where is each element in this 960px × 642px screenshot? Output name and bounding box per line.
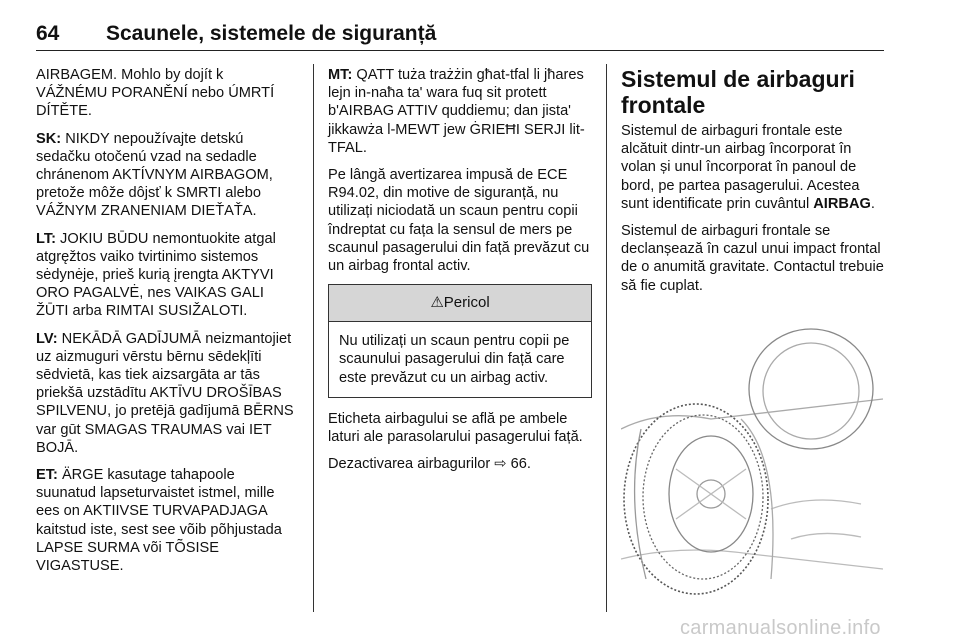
page-number: 64 xyxy=(36,22,60,45)
chapter-title: Scaunele, sistemele de siguranță xyxy=(106,22,437,45)
column-3 xyxy=(621,66,886,609)
paragraph: Pe lângă avertizarea impusă de ECE R94.02, din motive de siguranță, nu utilizați niciodată un scaun pentru copii îndreptat cu fața la sensul de mers pe scaunul pasagerului din față prevăzut cu un airbag frontal activ. xyxy=(328,167,590,275)
paragraph: Eticheta airbagului se află pe ambele laturi ale parasolarului pasagerului față. xyxy=(328,410,583,446)
page-reference-icon: ⇨ xyxy=(494,456,507,473)
paragraph-lt: LT: JOKIU BŪDU nemontuokite atgal atgręžtos vaiko tvirtinimo sistemos sėdynėje, prieš kurią įrengta AKTYVI ORO PAGALVĖ, nes VAIKAS GALI ŽŪTI arba RIMTAI SUSIŽALOTI. xyxy=(36,230,276,320)
page-header xyxy=(36,22,884,51)
danger-text: Nu utilizați un scaun pentru copii pe scaunului pasagerului din față care este prevăzut cu un airbag activ. xyxy=(339,333,570,386)
paragraph-et: ET: ÄRGE kasutage tahapoole suunatud lapseturvaistet istmel, mille ees on AKTIIVSE TURVAPADJAGA kaitstud iste, sest see võib põhjustada LAPSE SURMA või TÕSISE VIGASTUSE. xyxy=(36,467,282,575)
paragraph-sk: SK: NIKDY nepoužívajte detskú sedačku otočenú vzad na sedadle chránenom AKTÍVNYM AIRBAGOM, pretože môže dôjsť k SMRTI alebo VÁŽNYM ZRANENIAM DIEŤAŤA. xyxy=(36,130,273,220)
paragraph: Sistemul de airbaguri frontale este alcătuit dintr-un airbag încorporat în volan și unul încorporat în panoul de bord, pe partea pasagerului. Acestea sunt identificate prin cuvântul AIRBAG. xyxy=(621,123,875,212)
paragraph: AIRBAGEM. Mohlo by dojít k VÁŽNÉMU PORANĚNÍ nebo ÚMRTÍ DÍTĚTE. xyxy=(36,67,275,120)
frontal-airbag-illustration xyxy=(621,309,883,609)
watermark: carmanualsonline.info xyxy=(680,617,881,639)
cross-reference: Dezactivarea airbagurilor ⇨ 66. xyxy=(328,456,531,473)
paragraph-lv: LV: NEKĀDĀ GADĪJUMĀ neizmantojiet uz aizmuguri vērstu bērnu sēdekļīti sēdvietā, kas tiek aizsargāta ar tās priekšā uzstādītu AKTĪVU DROŠĪBAS SPILVENU, jo pretējā gadījumā BĒRNS var gūt SMAGAS TRAUMAS vai IET BOJĀ. xyxy=(36,330,294,456)
warning-triangle-icon: ⚠ xyxy=(430,294,444,312)
column-divider xyxy=(606,64,607,612)
danger-title: Pericol xyxy=(443,294,490,312)
column-2 xyxy=(328,66,592,482)
paragraph: Sistemul de airbaguri frontale se declanșează în cazul unui impact frontal de o anumită gravitate. Contactul trebuie să fie cuplat. xyxy=(621,223,884,294)
column-divider xyxy=(313,64,314,612)
danger-box-header xyxy=(329,285,591,322)
section-heading: Sistemul de airbaguri frontale xyxy=(621,66,855,118)
column-1 xyxy=(36,66,298,584)
danger-box xyxy=(328,284,592,398)
paragraph-mt: MT: QATT tuża trażżin għat-tfal li jħares lejn in-naħa ta' wara fuq sit protett b'AIRBAG ATTIV quddiemu; dan jista' jikkawża l-MEWT jew ĠRIEĦI SERJI lit-TFAL. xyxy=(328,67,585,156)
